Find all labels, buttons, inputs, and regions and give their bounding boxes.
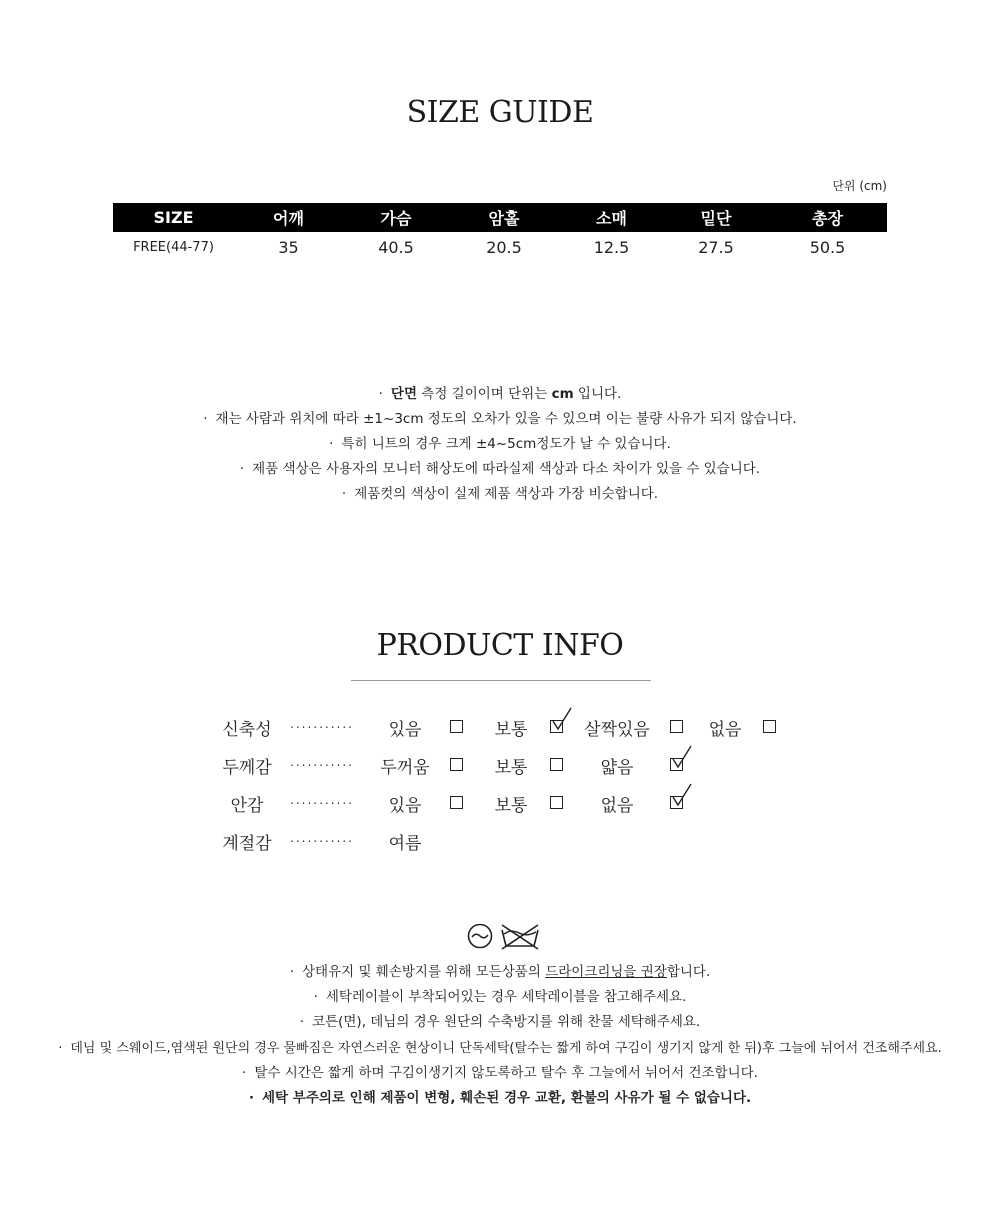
col-header-shoulder: 어깨 [234,203,343,232]
checkbox[interactable] [450,796,463,809]
note-line-1 [0,382,1000,407]
care-line-1 [0,960,1000,985]
bullet: · [203,411,208,427]
info-option-label: 얇음 [600,758,634,778]
note-line-3 [0,432,1000,457]
size-table [113,203,887,262]
care-text-end: 합니다. [666,964,711,980]
note-text: 제품컷의 색상이 실제 제품 색상과 가장 비슷합니다. [354,486,659,502]
note-bold-unit: cm [551,386,574,402]
care-line-4 [0,1036,1000,1061]
bullet: · [242,1064,247,1081]
bullet: · [289,964,295,980]
cell-chest: 40.5 [378,237,414,257]
bullet: · [329,436,334,452]
bullet: · [299,1014,305,1031]
unit-label: 단위 (cm) [832,179,887,193]
checkbox[interactable] [450,758,463,771]
dotted-leader: ........... [290,717,354,731]
cell-length: 50.5 [809,237,846,257]
col-header-size: SIZE [113,203,234,232]
care-text: 코튼(면), 데님의 경우 원단의 수축방지를 위해 찬물 세탁해주세요. [312,1014,701,1031]
info-option-label: 보통 [494,720,528,740]
title-divider [351,680,651,681]
dotted-leader: ........... [290,793,354,807]
bullet: · [341,486,347,502]
table-row [113,232,887,262]
info-option-label: 없음 [600,796,634,816]
cell-sleeve: 12.5 [593,237,630,257]
cell-armhole: 20.5 [486,237,522,257]
care-line-3 [0,1010,1000,1035]
col-header-length: 총장 [768,203,887,232]
info-option-label: 두꺼움 [380,758,430,778]
col-header-sleeve: 소매 [559,203,664,232]
care-line-6 [0,1086,1000,1111]
note-text: 제품 색상은 사용자의 모니터 해상도에 따라실제 색상과 다소 차이가 있을 수 있습니다. [252,461,761,477]
note-line-4 [0,457,1000,482]
note-text-end: 입니다. [573,386,622,402]
cell-size: FREE(44-77) [133,239,214,255]
care-text: 탈수 시간은 짧게 하며 구김이생기지 않도록하고 탈수 후 그늘에서 뉘어서 건조합니다. [254,1064,758,1081]
info-label: 두께감 [222,758,272,778]
care-icons [467,921,541,955]
col-header-chest: 가슴 [343,203,449,232]
info-option-label: 보통 [494,796,528,816]
dotted-leader: ........... [290,831,354,845]
bullet: · [239,461,245,477]
checkbox[interactable] [763,720,776,733]
checkbox[interactable] [550,758,563,771]
note-line-2 [0,407,1000,432]
info-option-label: 있음 [388,720,422,740]
info-option-label: 여름 [388,834,422,854]
care-line-5 [0,1061,1000,1086]
note-text: 재는 사람과 위치에 따라 ±1~3cm 정도의 오차가 있을 수 있으며 이는 불량 사유가 되지 않습니다. [215,411,797,427]
info-label: 신축성 [222,720,272,740]
dry-clean-circle-icon [469,925,492,948]
info-option-label: 보통 [494,758,528,778]
care-text: 세탁레이블이 부착되어있는 경우 세탁레이블을 참고해주세요. [325,989,687,1006]
col-header-armhole: 암홀 [449,203,559,232]
check-mark-icon [671,783,693,807]
note-text: 특히 니트의 경우 크게 ±4~5cm정도가 날 수 있습니다. [341,436,671,452]
bullet: · [378,386,383,402]
cell-shoulder: 35 [278,237,299,257]
no-wash-tub-icon [502,925,538,949]
info-label: 안감 [230,796,264,816]
bullet: · [313,989,318,1006]
care-notes [0,960,1000,1111]
check-mark-icon [671,745,693,769]
col-header-hem: 밑단 [664,203,768,232]
size-table-header-row [113,203,887,232]
check-mark-icon [551,707,573,731]
product-info-title: PRODUCT INFO [376,628,624,663]
bullet: · [58,1040,63,1056]
care-line-2 [0,985,1000,1010]
cell-hem: 27.5 [698,237,734,257]
note-bold: 단면 [390,386,418,402]
info-option-label: 없음 [708,720,742,740]
note-text: 측정 길이이며 단위는 [417,386,552,402]
size-guide-title: SIZE GUIDE [406,95,594,130]
care-warning: 세탁 부주의로 인해 제품이 변형, 훼손된 경우 교환, 환불의 사유가 될 수 없습니다. [262,1090,752,1107]
care-text: 상태유지 및 훼손방지를 위해 모든상품의 [302,964,546,980]
care-text: 데님 및 스웨이드,염색된 원단의 경우 물빠짐은 자연스러운 현상이니 단독세탁(탈수는 짧게 하여 구김이 생기지 않게 한 뒤)후 그늘에 뉘어서 건조해주세요. [70,1040,942,1056]
measurement-notes [0,382,1000,507]
bullet: · [248,1090,255,1107]
info-option-label: 살짝있음 [584,720,650,740]
info-label: 계절감 [222,834,272,854]
care-icons-svg [467,921,541,951]
info-option-label: 있음 [388,796,422,816]
dotted-leader: ........... [290,755,354,769]
note-line-5 [0,482,1000,507]
checkbox[interactable] [450,720,463,733]
care-underlined: 드라이크리닝을 권장 [545,964,667,980]
checkbox[interactable] [550,796,563,809]
